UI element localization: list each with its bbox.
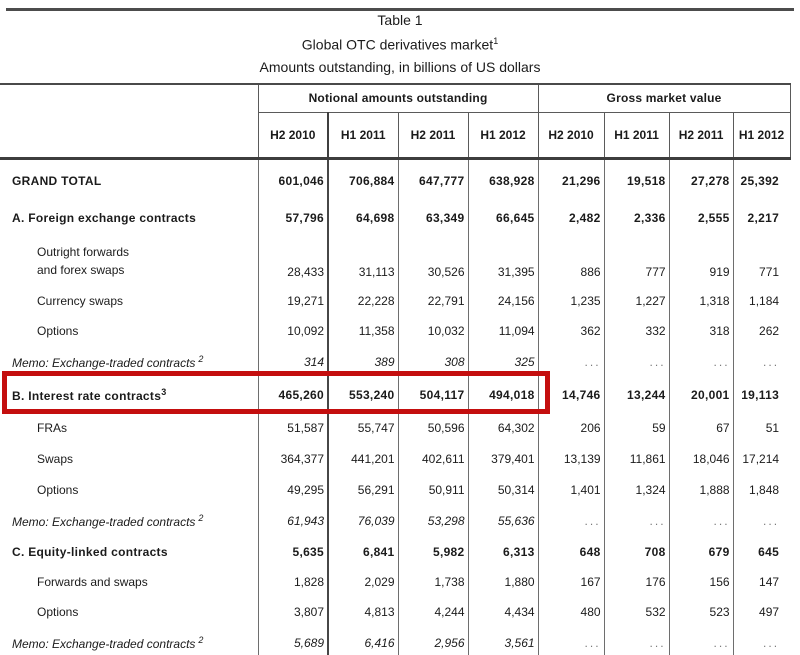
cell-value: ... <box>763 513 780 528</box>
cell-value: 19,271 <box>258 286 328 316</box>
cell-value: 1,828 <box>258 567 328 597</box>
cell-value: 553,240 <box>328 378 398 412</box>
label-column-spacer <box>0 84 258 112</box>
cell-value: 56,291 <box>328 474 398 505</box>
cell-value: 206 <box>538 412 604 443</box>
cell-value: 389 <box>328 346 398 378</box>
row-label: FRAs <box>37 420 67 435</box>
table-number: Table 1 <box>377 12 423 28</box>
cell-value: 49,295 <box>258 474 328 505</box>
cell-value: 1,880 <box>468 567 538 597</box>
cell-value: 706,884 <box>328 158 398 202</box>
cell-value: 601,046 <box>258 158 328 202</box>
top-rule <box>6 8 794 11</box>
cell-value: 14,746 <box>538 378 604 412</box>
row-label: Outright forwards and forex swaps <box>37 245 130 277</box>
cell-value: 19,113 <box>733 378 790 412</box>
row-label: Memo: Exchange-traded contracts $^2$ <box>12 634 204 651</box>
row-label: Swaps <box>37 451 74 466</box>
row-label: B. Interest rate contracts$^3$ <box>12 387 167 403</box>
cell-value: 262 <box>733 316 790 346</box>
cell-value: 63,349 <box>398 202 468 234</box>
cell-value: 51 <box>733 412 790 443</box>
table-row-equity-contracts <box>0 536 790 567</box>
cell-value: 362 <box>538 316 604 346</box>
cell-value: 402,611 <box>398 443 468 474</box>
period-header: H2 2010 <box>538 112 604 158</box>
row-label: Options <box>37 324 79 338</box>
row-label: Memo: Exchange-traded contracts $^2$ <box>12 512 204 529</box>
period-header: H1 2012 <box>468 112 538 158</box>
cell-value: 59 <box>604 412 669 443</box>
row-label: Memo: Exchange-traded contracts $^2$ <box>12 354 204 370</box>
cell-value: 10,092 <box>258 316 328 346</box>
cell-value: 24,156 <box>468 286 538 316</box>
cell-value: 4,244 <box>398 597 468 627</box>
cell-value: 11,094 <box>468 316 538 346</box>
cell-value: 708 <box>604 536 669 567</box>
cell-value: 50,314 <box>468 474 538 505</box>
cell-value: 1,324 <box>604 474 669 505</box>
cell-value: 1,401 <box>538 474 604 505</box>
cell-value: 67 <box>669 412 733 443</box>
cell-value: 1,235 <box>538 286 604 316</box>
table-title <box>0 36 800 53</box>
cell-value: 1,227 <box>604 286 669 316</box>
cell-value: 64,302 <box>468 412 538 443</box>
cell-value: 31,395 <box>468 234 538 286</box>
cell-value: 771 <box>733 234 790 286</box>
cell-value: 2,555 <box>669 202 733 234</box>
row-label: Options <box>37 482 79 497</box>
cell-value: 21,296 <box>538 158 604 202</box>
cell-value: 10,032 <box>398 316 468 346</box>
cell-value: 1,184 <box>733 286 790 316</box>
cell-value: 31,113 <box>328 234 398 286</box>
cell-value: 17,214 <box>733 443 790 474</box>
cell-value: 325 <box>468 346 538 378</box>
table-row-memo-equity <box>0 627 790 655</box>
period-header: H1 2011 <box>328 112 398 158</box>
footnote-marker: 2 <box>198 354 204 364</box>
table-row-grand-total <box>0 158 790 202</box>
cell-value: 1,738 <box>398 567 468 597</box>
cell-value: 2,482 <box>538 202 604 234</box>
cell-value: 441,201 <box>328 443 398 474</box>
cell-value: ... <box>649 355 666 369</box>
cell-value: 19,518 <box>604 158 669 202</box>
cell-value: ... <box>584 355 601 369</box>
cell-value: 777 <box>604 234 669 286</box>
cell-value: 308 <box>398 346 468 378</box>
cell-value: 645 <box>733 536 790 567</box>
cell-value: 55,636 <box>468 505 538 536</box>
cell-value: 50,911 <box>398 474 468 505</box>
cell-value: ... <box>649 513 666 528</box>
table-row-memo-fx <box>0 346 790 378</box>
cell-value: 176 <box>604 567 669 597</box>
cell-value: 919 <box>669 234 733 286</box>
cell-value: 13,139 <box>538 443 604 474</box>
cell-value: 53,298 <box>398 505 468 536</box>
cell-value: 51,587 <box>258 412 328 443</box>
table-row-interest-rate-contracts <box>0 378 790 412</box>
cell-value: 497 <box>733 597 790 627</box>
cell-value: ... <box>713 355 730 369</box>
cell-value: 648 <box>538 536 604 567</box>
cell-value: 332 <box>604 316 669 346</box>
cell-value: 11,861 <box>604 443 669 474</box>
cell-value: 465,260 <box>258 378 328 412</box>
table-row-ir-swaps <box>0 443 790 474</box>
cell-value: 2,336 <box>604 202 669 234</box>
cell-value: 318 <box>669 316 733 346</box>
table-title-text: Global OTC derivatives market <box>301 36 494 53</box>
table-row-fras <box>0 412 790 443</box>
period-header: H1 2011 <box>604 112 669 158</box>
derivatives-table <box>0 83 791 655</box>
cell-value: 1,888 <box>669 474 733 505</box>
cell-value: 18,046 <box>669 443 733 474</box>
cell-value: 55,747 <box>328 412 398 443</box>
cell-value: 379,401 <box>468 443 538 474</box>
cell-value: 50,596 <box>398 412 468 443</box>
group-header-notional: Notional amounts outstanding <box>258 84 538 112</box>
cell-value: 6,841 <box>328 536 398 567</box>
cell-value: 27,278 <box>669 158 733 202</box>
period-header: H2 2011 <box>398 112 468 158</box>
cell-value: 1,318 <box>669 286 733 316</box>
cell-value: ... <box>713 513 730 528</box>
cell-value: 167 <box>538 567 604 597</box>
footnote-marker: 3 <box>161 387 167 397</box>
cell-value: 2,029 <box>328 567 398 597</box>
period-header: H2 2011 <box>669 112 733 158</box>
cell-value: ... <box>763 355 780 369</box>
cell-value: 5,982 <box>398 536 468 567</box>
cell-value: 20,001 <box>669 378 733 412</box>
period-header: H2 2010 <box>258 112 328 158</box>
cell-value: 147 <box>733 567 790 597</box>
cell-value: 480 <box>538 597 604 627</box>
cell-value: 647,777 <box>398 158 468 202</box>
cell-value: 156 <box>669 567 733 597</box>
cell-value: 22,228 <box>328 286 398 316</box>
table-row-outright-forwards <box>0 234 790 286</box>
period-header-row <box>0 112 790 158</box>
table-row-eq-options <box>0 597 790 627</box>
cell-value: 5,689 <box>258 627 328 655</box>
group-header-gross: Gross market value <box>538 84 790 112</box>
cell-value: 4,434 <box>468 597 538 627</box>
cell-value: 28,433 <box>258 234 328 286</box>
cell-value: 61,943 <box>258 505 328 536</box>
table-units: Amounts outstanding, in billions of US dollars <box>259 58 541 75</box>
cell-value: 523 <box>669 597 733 627</box>
title-footnote-marker: 1 <box>493 36 499 46</box>
table-row-fx-contracts <box>0 202 790 234</box>
cell-value: 532 <box>604 597 669 627</box>
title-block <box>0 12 800 75</box>
cell-value: 25,392 <box>733 158 790 202</box>
cell-value: 1,848 <box>733 474 790 505</box>
cell-value: 504,117 <box>398 378 468 412</box>
row-label: C. Equity-linked contracts <box>12 544 168 559</box>
cell-value: 5,635 <box>258 536 328 567</box>
cell-value: 6,313 <box>468 536 538 567</box>
column-group-row <box>0 84 790 112</box>
row-label: GRAND TOTAL <box>12 173 102 188</box>
cell-value: 886 <box>538 234 604 286</box>
cell-value: 11,358 <box>328 316 398 346</box>
cell-value: 64,698 <box>328 202 398 234</box>
cell-value: 3,807 <box>258 597 328 627</box>
cell-value: 13,244 <box>604 378 669 412</box>
row-label: A. Foreign exchange contracts <box>12 211 197 225</box>
cell-value: 4,813 <box>328 597 398 627</box>
row-label: Currency swaps <box>37 294 124 308</box>
period-header: H1 2012 <box>733 112 790 158</box>
table-row-ir-options <box>0 474 790 505</box>
footnote-marker: 2 <box>198 512 204 523</box>
cell-value: ... <box>584 513 601 528</box>
table-row-fx-options <box>0 316 790 346</box>
cell-value: 6,416 <box>328 627 398 655</box>
cell-value: 2,217 <box>733 202 790 234</box>
cell-value: 494,018 <box>468 378 538 412</box>
cell-value: 364,377 <box>258 443 328 474</box>
cell-value: 66,645 <box>468 202 538 234</box>
cell-value: 57,796 <box>258 202 328 234</box>
cell-value: ... <box>584 635 601 650</box>
cell-value: 638,928 <box>468 158 538 202</box>
cell-value: 22,791 <box>398 286 468 316</box>
cell-value: 314 <box>258 346 328 378</box>
cell-value: 76,039 <box>328 505 398 536</box>
label-column-spacer <box>0 112 258 158</box>
cell-value: 3,561 <box>468 627 538 655</box>
cell-value: 679 <box>669 536 733 567</box>
cell-value: 2,956 <box>398 627 468 655</box>
cell-value: 30,526 <box>398 234 468 286</box>
table-row-memo-ir <box>0 505 790 536</box>
table-row-eq-forwards-swaps <box>0 567 790 597</box>
cell-value: ... <box>649 635 666 650</box>
table-row-currency-swaps <box>0 286 790 316</box>
row-label: Forwards and swaps <box>37 575 148 589</box>
cell-value: ... <box>713 635 730 650</box>
footnote-marker: 2 <box>198 634 204 645</box>
row-label: Options <box>37 605 79 619</box>
cell-value: ... <box>763 635 780 650</box>
